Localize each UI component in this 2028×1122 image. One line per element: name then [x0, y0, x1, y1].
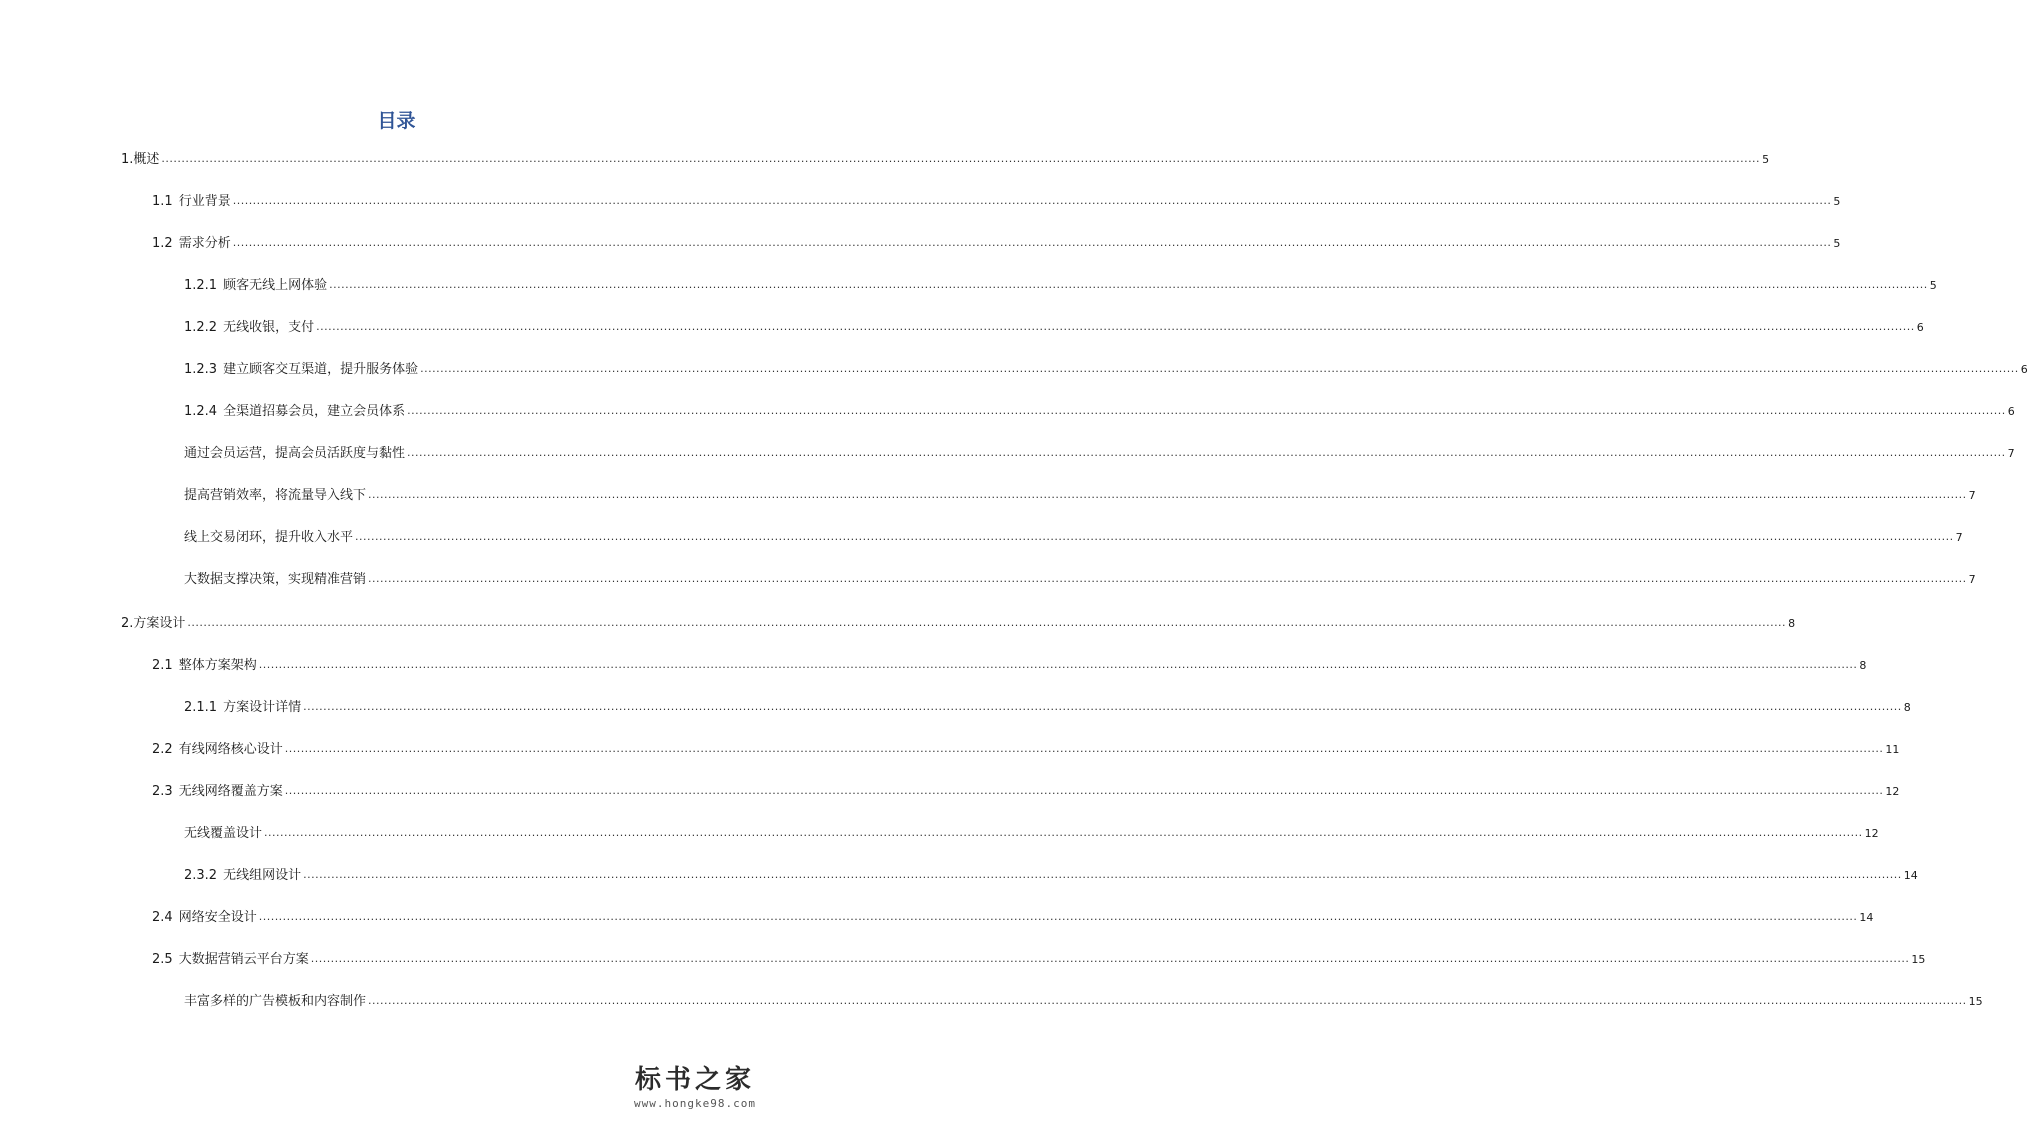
- toc-entry-page: 7: [1955, 531, 1963, 544]
- toc-dot-leader: ................................................................................................................................................................................................................................................................................................................................................................................................................: [161, 152, 1761, 165]
- toc-entry-text: 提高营销效率，将流量导入线下: [184, 488, 367, 503]
- toc-entry-number: 2.4: [152, 910, 173, 925]
- toc-entry-text: 无线网络覆盖方案: [178, 784, 283, 799]
- toc-entry-text: 全渠道招募会员，建立会员体系: [223, 404, 406, 419]
- toc-dot-leader: ................................................................................................................................................................................................................................................................................................................................................................................................................: [232, 194, 1832, 207]
- toc-entry[interactable]: [184, 822, 1879, 842]
- toc-entry-text: 网络安全设计: [178, 910, 257, 925]
- toc-entry-text: 方案设计详情: [223, 700, 302, 715]
- toc-entry-text: 线上交易闭环，提升收入水平: [184, 530, 354, 545]
- toc-dot-leader: ................................................................................................................................................................................................................................................................................................................................................................................................................: [264, 826, 1863, 839]
- toc-entry[interactable]: [152, 654, 1867, 674]
- toc-entry-text: 无线收银，支付: [223, 320, 315, 335]
- toc-entry-text: 大数据营销云平台方案: [178, 952, 309, 967]
- toc-dot-leader: ................................................................................................................................................................................................................................................................................................................................................................................................................: [316, 320, 1915, 333]
- watermark-title: 标书之家: [634, 1065, 755, 1095]
- toc-dot-leader: ................................................................................................................................................................................................................................................................................................................................................................................................................: [407, 446, 2006, 459]
- toc-entry-text: 建立顾客交互渠道，提升服务体验: [223, 362, 419, 377]
- toc-entry-page: 5: [1833, 195, 1841, 208]
- toc-entry-text: 无线覆盖设计: [184, 826, 263, 841]
- toc-entry[interactable]: [184, 990, 1983, 1010]
- toc-entry[interactable]: [184, 400, 2015, 420]
- toc-entry-text: 丰富多样的广告模板和内容制作: [184, 994, 367, 1009]
- toc-entry[interactable]: [152, 738, 1900, 758]
- toc-entry-number: 1.2.4: [184, 404, 218, 419]
- toc-entry-page: 8: [1859, 659, 1867, 672]
- toc-entry-number: 2.: [121, 616, 134, 631]
- toc-entry[interactable]: [184, 274, 1937, 294]
- toc-entry-text: 需求分析: [178, 236, 231, 251]
- toc-title: 目录: [377, 110, 416, 132]
- toc-dot-leader: ................................................................................................................................................................................................................................................................................................................................................................................................................: [329, 278, 1928, 291]
- toc-entry-number: 1.2.3: [184, 362, 218, 377]
- toc-entry[interactable]: [184, 442, 2015, 462]
- toc-entry[interactable]: [152, 948, 1926, 968]
- toc-entry-number: 2.3.2: [184, 868, 218, 883]
- toc-entry-number: 2.1.1: [184, 700, 218, 715]
- toc-entry[interactable]: [121, 148, 1770, 168]
- toc-entry-text: 通过会员运营，提高会员活跃度与黏性: [184, 446, 406, 461]
- toc-dot-leader: ................................................................................................................................................................................................................................................................................................................................................................................................................: [407, 404, 2006, 417]
- toc-entry-text: 方案设计: [133, 616, 186, 631]
- toc-entry-number: 2.5: [152, 952, 173, 967]
- toc-dot-leader: ................................................................................................................................................................................................................................................................................................................................................................................................................: [420, 362, 2019, 375]
- toc-dot-leader: ................................................................................................................................................................................................................................................................................................................................................................................................................: [232, 236, 1832, 249]
- toc-entry[interactable]: [121, 612, 1796, 632]
- toc-dot-leader: ................................................................................................................................................................................................................................................................................................................................................................................................................: [368, 572, 1967, 585]
- toc-entry-number: 1.2: [152, 236, 173, 251]
- toc-dot-leader: ................................................................................................................................................................................................................................................................................................................................................................................................................: [368, 994, 1967, 1007]
- toc-entry-page: 8: [1788, 617, 1796, 630]
- toc-dot-leader: ................................................................................................................................................................................................................................................................................................................................................................................................................: [187, 616, 1787, 629]
- toc-entry-page: 11: [1885, 743, 1900, 756]
- toc-entry-number: 1.: [121, 152, 134, 167]
- toc-dot-leader: ................................................................................................................................................................................................................................................................................................................................................................................................................: [310, 952, 1910, 965]
- toc-entry-text: 无线组网设计: [223, 868, 302, 883]
- toc-entry[interactable]: [184, 696, 1911, 716]
- toc-entry-number: 2.1: [152, 658, 173, 673]
- toc-entry[interactable]: [184, 358, 2028, 378]
- toc-entry-page: 7: [2007, 447, 2015, 460]
- watermark-logo: [615, 1063, 775, 1110]
- toc-entry-text: 有线网络核心设计: [178, 742, 283, 757]
- toc-entry[interactable]: [184, 864, 1918, 884]
- toc-dot-leader: ................................................................................................................................................................................................................................................................................................................................................................................................................: [258, 658, 1858, 671]
- toc-entry-page: 6: [1916, 321, 1924, 334]
- toc-entry-number: 1.2.2: [184, 320, 218, 335]
- toc-entry-page: 8: [1903, 701, 1911, 714]
- toc-entry-page: 7: [1968, 573, 1976, 586]
- toc-entry-page: 14: [1903, 869, 1918, 882]
- toc-entry-page: 7: [1968, 489, 1976, 502]
- toc-entry-page: 15: [1911, 953, 1926, 966]
- toc-entry[interactable]: [184, 526, 1963, 546]
- toc-entry-text: 顾客无线上网体验: [223, 278, 328, 293]
- toc-entry-page: 6: [2020, 363, 2028, 376]
- toc-entry[interactable]: [184, 316, 1924, 336]
- toc-entry-page: 5: [1762, 153, 1770, 166]
- toc-entry[interactable]: [152, 232, 1841, 252]
- toc-entry-page: 6: [2007, 405, 2015, 418]
- toc-entry-page: 5: [1929, 279, 1937, 292]
- toc-entry-page: 14: [1859, 911, 1874, 924]
- toc-entry[interactable]: [184, 568, 1976, 588]
- toc-entry-number: 1.1: [152, 194, 173, 209]
- watermark-url: www.hongke98.com: [634, 1097, 756, 1110]
- toc-entry-page: 5: [1833, 237, 1841, 250]
- toc-entry-number: 2.3: [152, 784, 173, 799]
- toc-dot-leader: ................................................................................................................................................................................................................................................................................................................................................................................................................: [303, 868, 1902, 881]
- toc-dot-leader: ................................................................................................................................................................................................................................................................................................................................................................................................................: [355, 530, 1954, 543]
- toc-entry-number: 2.2: [152, 742, 173, 757]
- toc-entry-page: 12: [1864, 827, 1879, 840]
- toc-entry-text: 行业背景: [178, 194, 231, 209]
- toc-entry-text: 整体方案架构: [178, 658, 257, 673]
- toc-entry[interactable]: [184, 484, 1976, 504]
- toc-dot-leader: ................................................................................................................................................................................................................................................................................................................................................................................................................: [258, 910, 1858, 923]
- toc-dot-leader: ................................................................................................................................................................................................................................................................................................................................................................................................................: [303, 700, 1902, 713]
- toc-dot-leader: ................................................................................................................................................................................................................................................................................................................................................................................................................: [284, 784, 1884, 797]
- toc-entry-text: 大数据支撑决策，实现精准营销: [184, 572, 367, 587]
- toc-dot-leader: ................................................................................................................................................................................................................................................................................................................................................................................................................: [284, 742, 1884, 755]
- toc-entry[interactable]: [152, 906, 1874, 926]
- toc-entry-page: 15: [1968, 995, 1983, 1008]
- toc-entry[interactable]: [152, 190, 1841, 210]
- toc-entry-number: 1.2.1: [184, 278, 218, 293]
- toc-dot-leader: ................................................................................................................................................................................................................................................................................................................................................................................................................: [368, 488, 1967, 501]
- toc-entry-text: 概述: [133, 152, 160, 167]
- toc-entry-page: 12: [1885, 785, 1900, 798]
- toc-entry[interactable]: [152, 780, 1900, 800]
